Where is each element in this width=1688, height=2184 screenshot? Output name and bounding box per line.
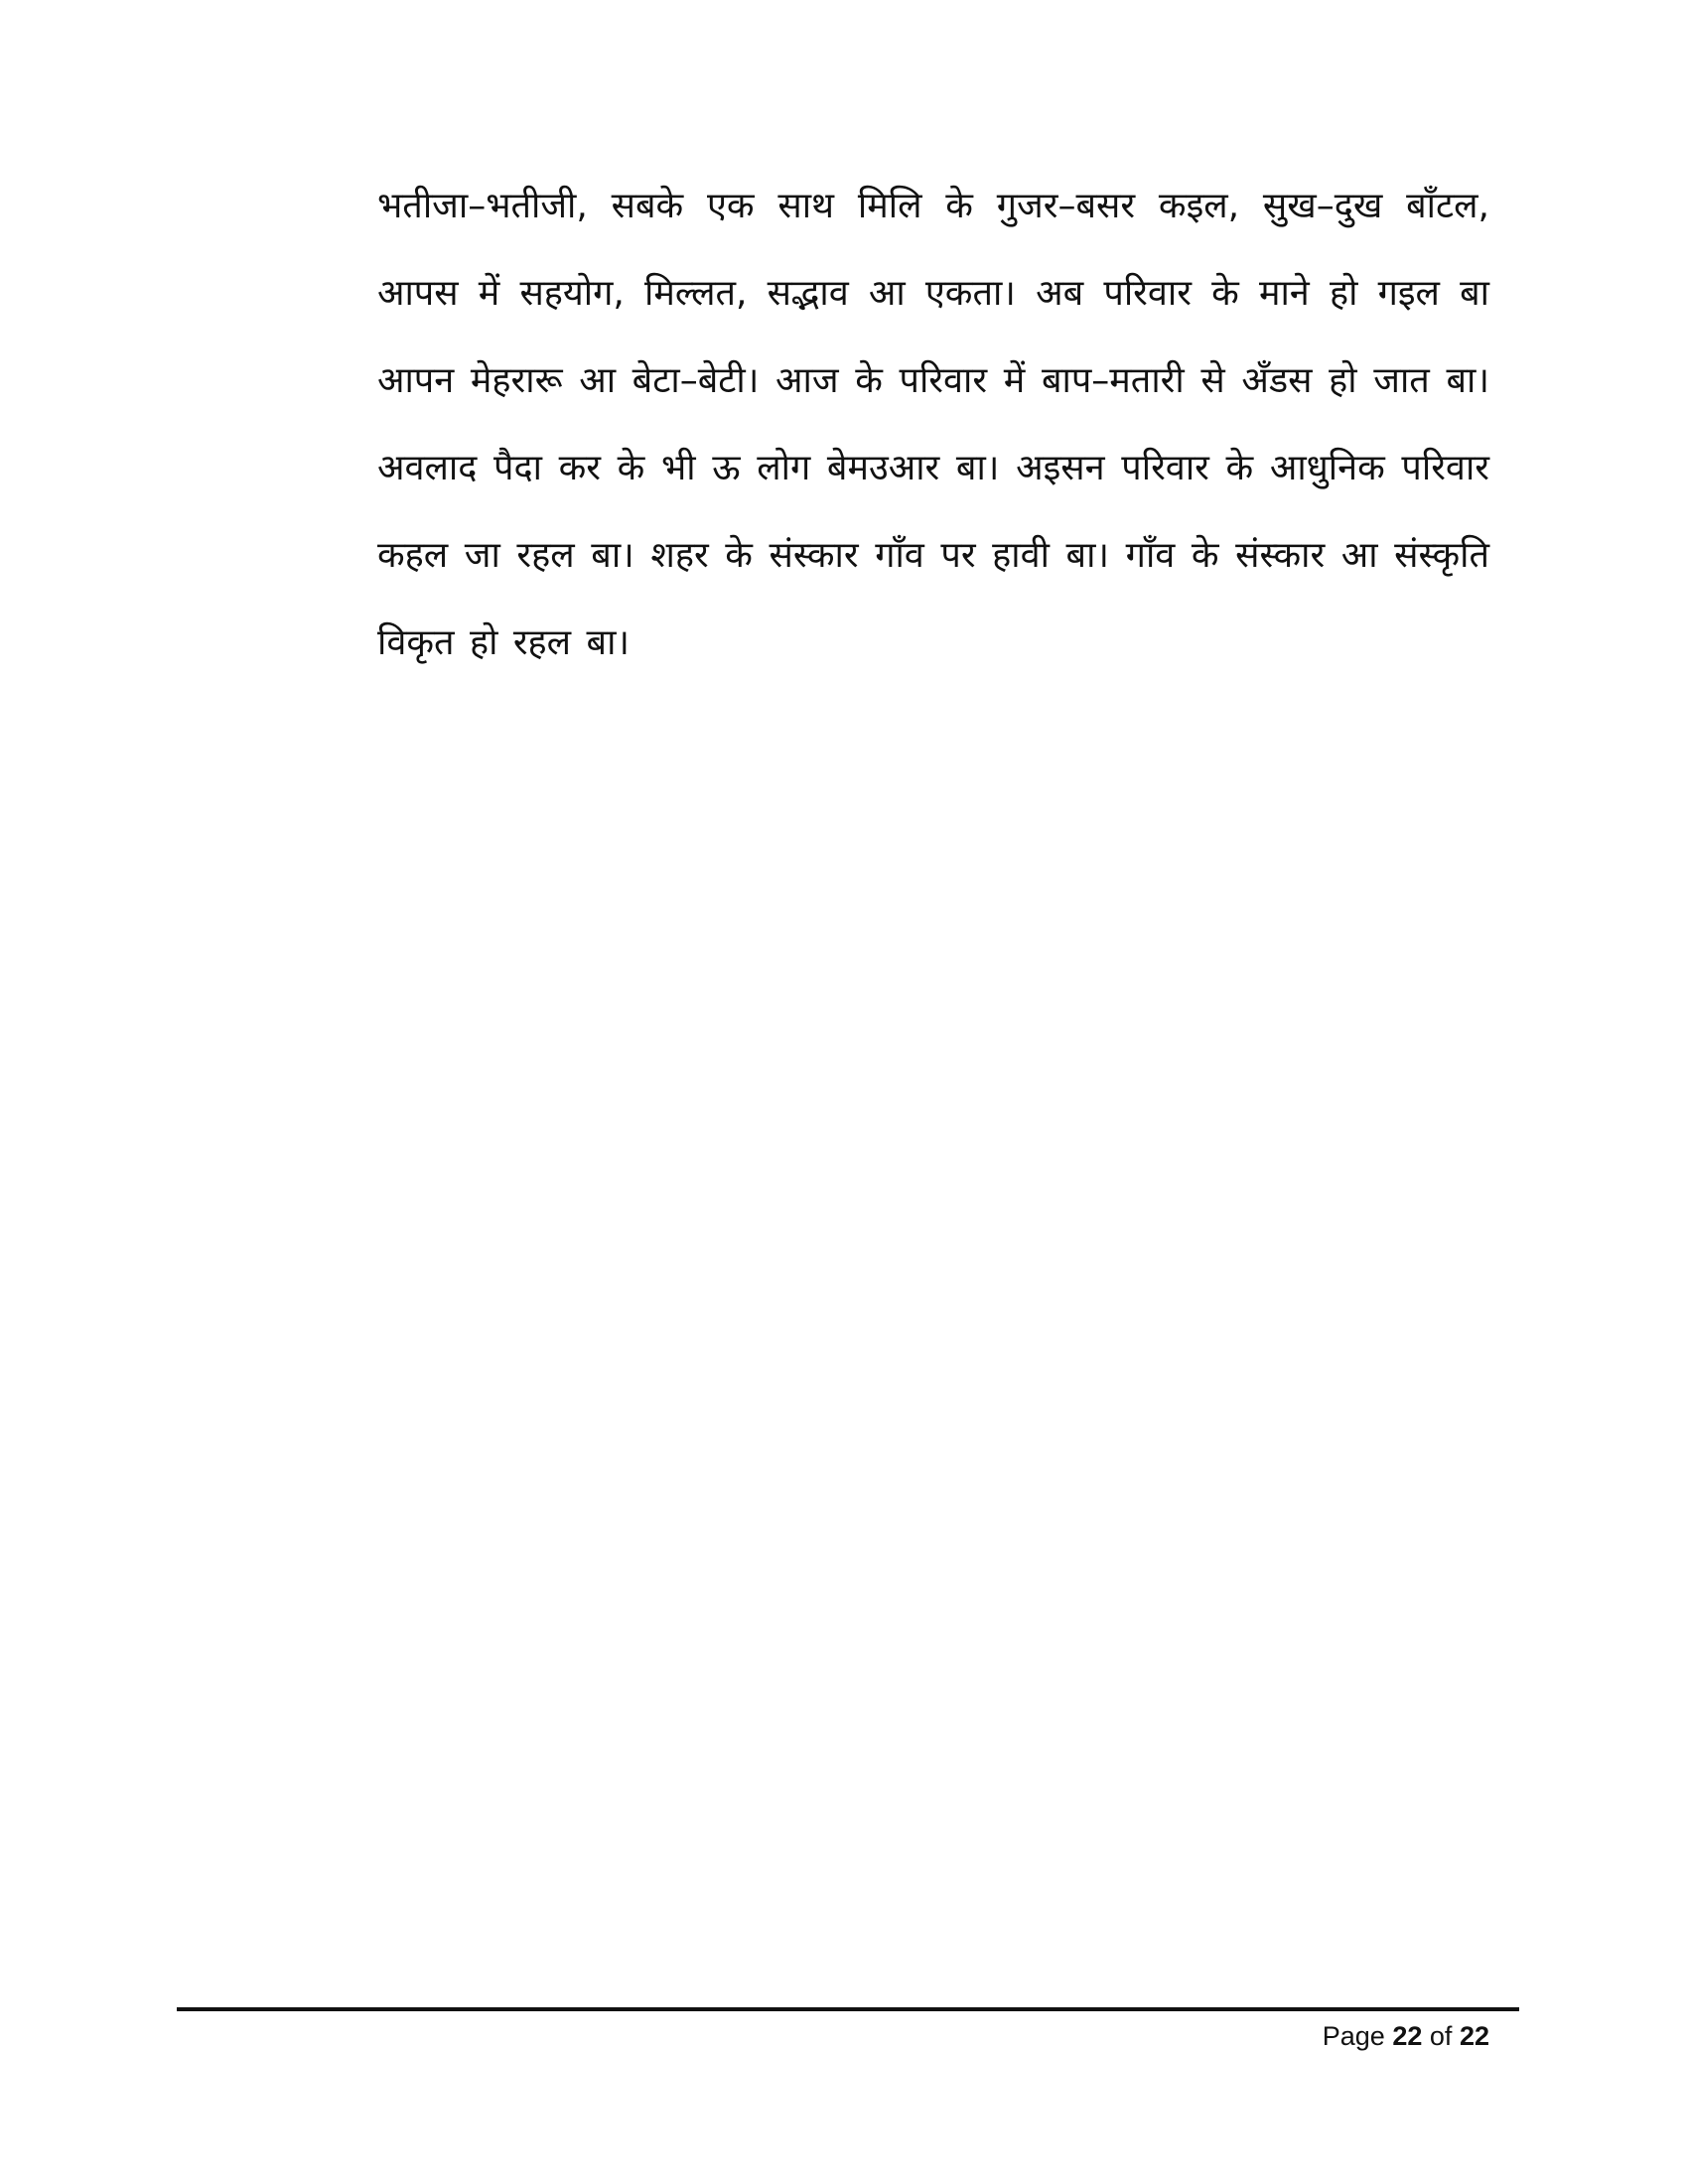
paragraph-line: भतीजा–भतीजी, सबके एक साथ मिलि के गुजर–बसर कइल, सुख–दुख बाँटल, xyxy=(377,186,1489,226)
current-page-number: 22 xyxy=(1392,2021,1423,2051)
page-number xyxy=(1311,2021,1489,2052)
total-pages-number: 22 xyxy=(1459,2021,1489,2051)
paragraph-line: अवलाद पैदा कर के भी ऊ लोग बेमउआर बा। अइसन परिवार के आधुनिक परिवार xyxy=(377,448,1489,488)
paragraph-line-last: विकृत हो रहल बा। xyxy=(377,622,631,663)
paragraph-line: कहल जा रहल बा। शहर के संस्कार गाँव पर हावी बा। गाँव के संस्कार आ संस्कृति xyxy=(377,535,1489,576)
page-label: Page xyxy=(1322,2021,1385,2051)
body-paragraph xyxy=(377,179,1489,703)
paragraph-line: आपस में सहयोग, मिल्लत, सद्भाव आ एकता। अब परिवार के माने हो गइल बा xyxy=(377,273,1489,314)
of-label: of xyxy=(1429,2021,1453,2051)
footer-divider xyxy=(177,2007,1519,2011)
paragraph-line: आपन मेहरारू आ बेटा–बेटी। आज के परिवार में बाप–मतारी से अँडस हो जात बा। xyxy=(377,360,1489,401)
